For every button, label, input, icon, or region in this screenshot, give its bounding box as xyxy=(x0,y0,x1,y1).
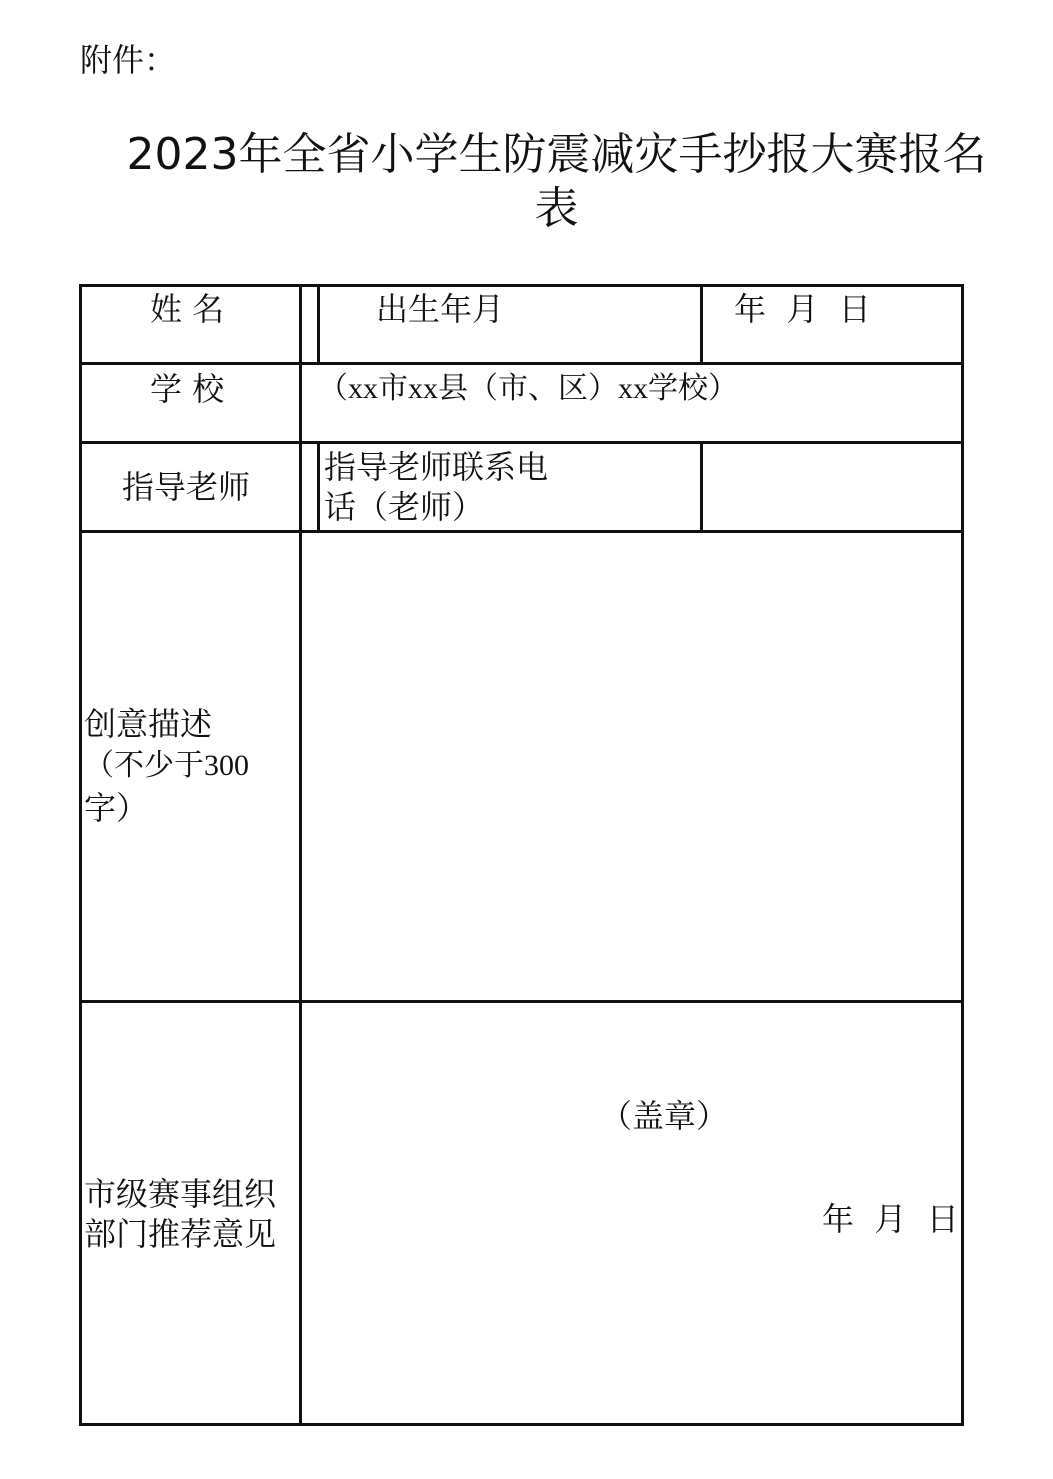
creative-label-line3: 字） xyxy=(84,789,149,827)
title-line-2: 表 xyxy=(534,183,579,234)
teacher-phone-label-line2: 话（老师） xyxy=(324,488,485,526)
page-title xyxy=(60,128,1053,236)
table-border-right xyxy=(961,284,964,1426)
row-divider-2 xyxy=(79,441,964,444)
birth-label: 出生年月 xyxy=(376,290,505,328)
recommend-date: 年 月 日 xyxy=(822,1200,959,1238)
teacher-phone-label-line1: 指导老师联系电 xyxy=(324,448,549,486)
school-label: 学 校 xyxy=(150,370,225,408)
label-column-divider xyxy=(299,284,302,1426)
row-divider-1 xyxy=(79,362,964,365)
name-label: 姓 名 xyxy=(150,290,225,328)
row-divider-3 xyxy=(79,530,964,533)
title-line-1: 2023年全省小学生防震减灾手抄报大赛报名 xyxy=(126,129,987,180)
seal-text: （盖章） xyxy=(600,1097,729,1135)
teacher-label: 指导老师 xyxy=(122,468,251,506)
recommend-label-line2: 部门推荐意见 xyxy=(84,1215,277,1253)
birth-date-divider xyxy=(700,284,703,364)
attachment-label: 附件： xyxy=(80,41,177,79)
creative-label-line1: 创意描述 xyxy=(84,705,213,743)
birth-date-field[interactable]: 年 月 日 xyxy=(734,290,871,328)
name-value-divider xyxy=(317,284,320,364)
school-value[interactable]: （xx市xx县（市、区）xx学校） xyxy=(318,372,738,405)
table-border-left xyxy=(79,284,82,1426)
phone-value-divider xyxy=(700,441,703,532)
table-border-top xyxy=(79,284,964,287)
creative-label-line2: （不少于300 xyxy=(84,749,249,782)
row-divider-4 xyxy=(79,1000,964,1003)
recommend-label-line1: 市级赛事组织 xyxy=(84,1175,277,1213)
teacher-value-divider xyxy=(317,441,320,532)
table-border-bottom xyxy=(79,1423,964,1426)
